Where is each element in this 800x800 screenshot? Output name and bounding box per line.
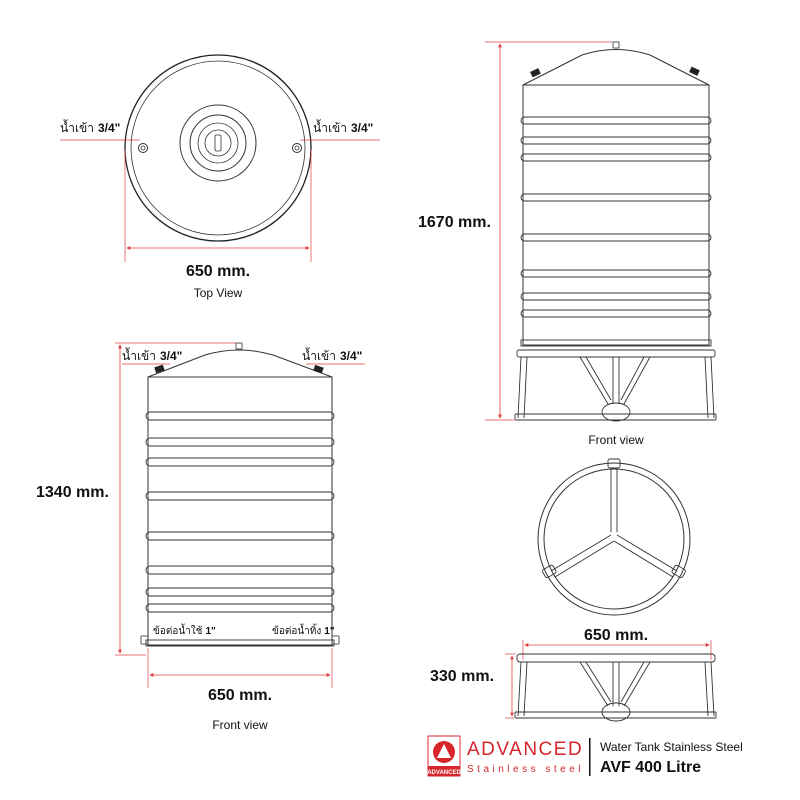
tank-vent (236, 343, 242, 349)
tank-width-label: 650 mm. (207, 687, 273, 704)
tank-rib-4 (146, 492, 334, 500)
stand-elevation-brace-left (580, 662, 611, 706)
stand-tank-rib-1 (521, 117, 711, 124)
stand-top-detail (430, 459, 716, 721)
tank-inlet-right-cap (313, 365, 323, 373)
top-inlet-left-label: น้ำเข้า 3/4" (60, 121, 121, 135)
stand-detail-outer-ring (538, 463, 690, 615)
spoke-left (551, 535, 614, 577)
stand-tank-dome (523, 50, 709, 86)
stand-top-ring (517, 350, 715, 357)
top-inlet-right-label: น้ำเข้า 3/4" (313, 121, 374, 135)
brand-logo (427, 736, 461, 776)
tank-body (148, 377, 332, 645)
tank-rib-8 (146, 604, 334, 612)
stand-tank-inlet-right-cap (689, 67, 700, 76)
stand-tank-vent (613, 42, 619, 48)
stand-elevation-bottom-ring (515, 712, 716, 718)
inlet-left-port-inner (141, 146, 145, 150)
stand-height-label: 1670 mm. (418, 214, 491, 231)
stand-front-caption: Front view (588, 433, 644, 447)
spoke-right (614, 535, 677, 577)
brand-name: ADVANCED (467, 739, 584, 760)
stand-tank-inlet-left-cap (530, 68, 541, 77)
stand-tank-rib-5 (521, 234, 711, 241)
stand-foot-pad (602, 403, 630, 421)
stand-brace-right (621, 357, 650, 404)
tank-inlet-left-label: น้ำเข้า 3/4" (122, 349, 183, 363)
stand-leg-center (613, 357, 619, 404)
brand-block (427, 736, 743, 776)
tank-rib-5 (146, 532, 334, 540)
brand-tagline: Stainless steel (467, 764, 584, 775)
stand-elevation-leg-center (613, 662, 619, 706)
stand-leg-left (518, 357, 527, 418)
top-view-outer-circle (125, 55, 311, 241)
front-view-tank (36, 343, 365, 732)
top-view-caption: Top View (193, 286, 243, 300)
stand-brace-left (580, 357, 611, 404)
tank-front-caption: Front view (212, 718, 268, 732)
inlet-right-port-inner (295, 146, 299, 150)
stand-frame (515, 357, 716, 421)
tank-ribs (146, 412, 334, 612)
spoke-top (611, 469, 617, 532)
top-view-inner-circle (131, 61, 305, 235)
brand-divider (589, 738, 591, 776)
tank-outlet-right-label: ข้อต่อน้ำทิ้ง 1" (272, 626, 335, 637)
top-view (60, 55, 380, 300)
stand-elevation-leg-left (518, 662, 527, 716)
top-width-label: 650 mm. (185, 263, 251, 280)
manhole-ring-inner (198, 123, 238, 163)
stand-elevation-brace-right (621, 662, 650, 706)
front-view-stand (418, 42, 716, 447)
stand-tank-rib-4 (521, 194, 711, 201)
tank-outlet-left-label: ข้อต่อน้ำใช้ 1" (153, 626, 216, 637)
stand-bottom-ring (515, 414, 716, 420)
stand-elevation-top-ring (517, 654, 715, 662)
manhole-hub (205, 130, 231, 156)
product-model: AVF 400 Litre (600, 759, 702, 776)
stand-tank-rib-7 (521, 293, 711, 300)
tank-inlet-right-label: น้ำเข้า 3/4" (302, 349, 363, 363)
tank-rib-2 (146, 438, 334, 446)
detail-width-label: 650 mm. (583, 627, 649, 644)
tank-inlet-left-cap (154, 365, 164, 373)
inlet-right-port (293, 144, 302, 153)
stand-tank-rib-3 (521, 154, 711, 161)
detail-height-label: 330 mm. (430, 668, 495, 685)
stand-detail-inner-ring (544, 469, 684, 609)
manhole-lid (180, 105, 256, 181)
stand-elevation-leg-right (705, 662, 714, 716)
tank-rib-6 (146, 566, 334, 574)
stand-tank-rib-6 (521, 270, 711, 277)
manhole-handle (215, 135, 221, 151)
stand-leg-right (705, 357, 714, 418)
stand-elevation (515, 654, 716, 721)
inlet-left-port (139, 144, 148, 153)
brand-logo-text: ADVANCED (427, 770, 461, 776)
tank-rib-3 (146, 458, 334, 466)
stand-tank-ribs (521, 117, 711, 317)
product-line: Water Tank Stainless Steel (600, 740, 743, 754)
stand-tank-rib-8 (521, 310, 711, 317)
tank-height-label: 1340 mm. (36, 484, 109, 501)
tank-rib-7 (146, 588, 334, 596)
tank-rib-1 (146, 412, 334, 420)
stand-tank-rib-2 (521, 137, 711, 144)
